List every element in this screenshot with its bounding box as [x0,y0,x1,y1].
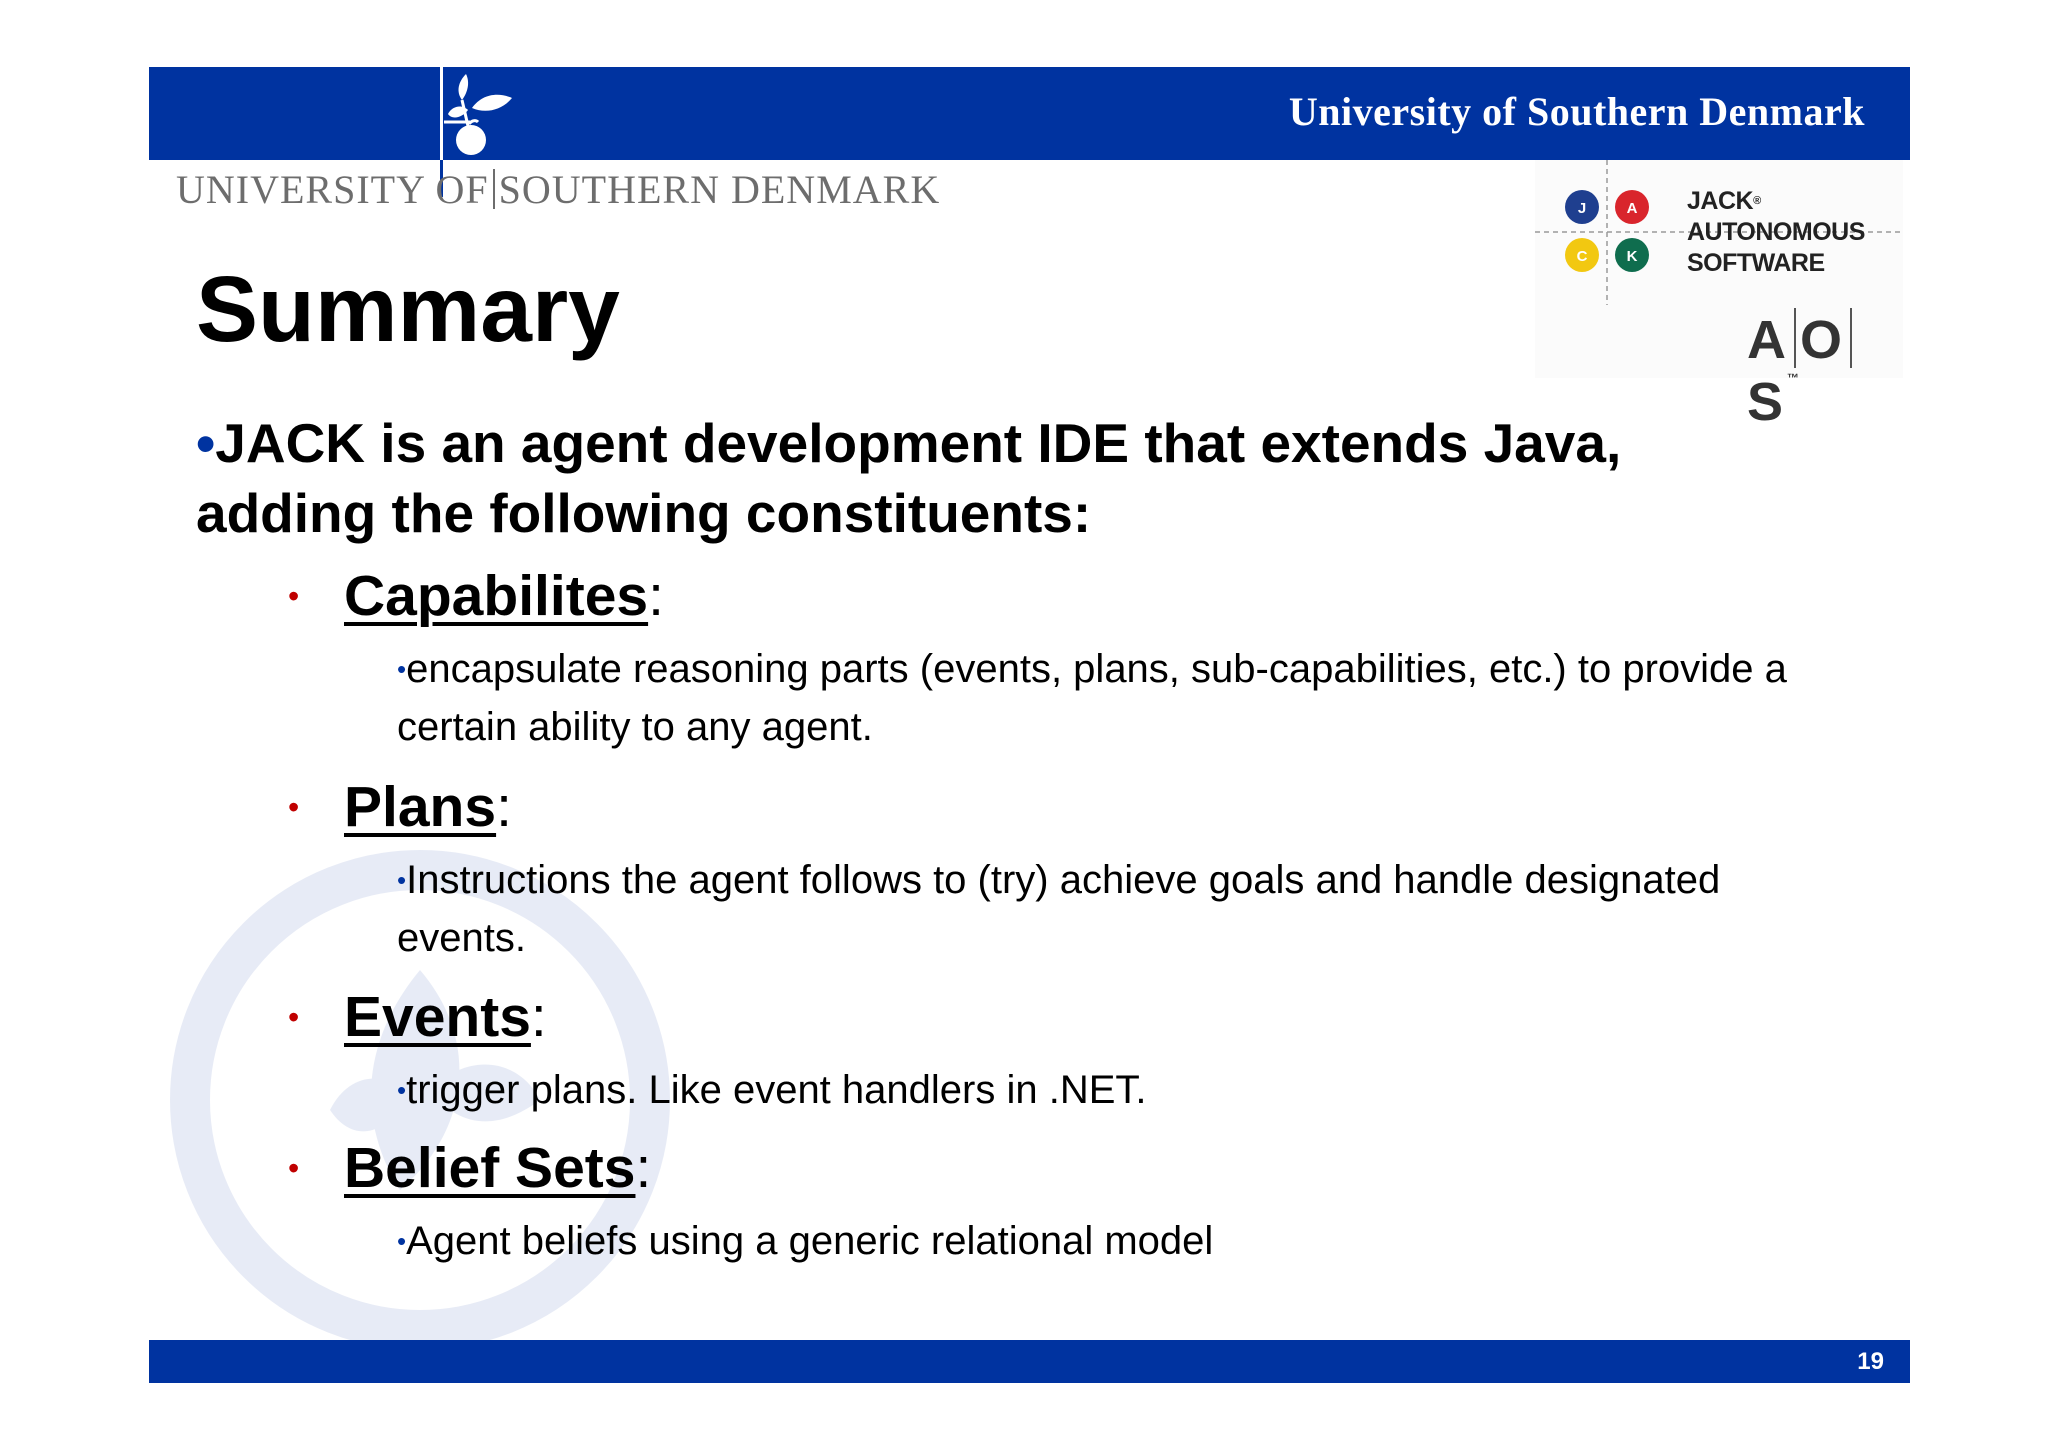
section-label: Events [344,985,531,1049]
jack-logo-text [1687,186,1865,279]
wordmark-left: UNIVERSITY OF [176,167,489,212]
sub-bullet: • [397,1075,407,1105]
intro-paragraph [196,408,1756,548]
university-tree-logo-icon [436,64,526,160]
aos-logo [1747,308,1903,433]
section-colon: : [496,775,512,839]
footer-band [149,1340,1910,1383]
sub-bullet: • [397,865,407,895]
jack-circle-j-letter: J [1577,200,1587,217]
university-wordmark [176,166,940,210]
section-label: Plans [344,775,497,839]
section-bullet: • [288,789,300,825]
jack-trademark: ® [1753,195,1761,207]
section-description-capabilities [397,640,1787,756]
header-university-name: University of Southern Denmark [1288,89,1865,134]
aos-letter-s: S [1747,372,1788,432]
sub-bullet: • [397,1226,407,1256]
section-heading-plans [288,775,512,839]
jack-circle-a-letter: A [1626,200,1638,217]
aos-separator-2 [1850,308,1852,368]
section-label: Belief Sets [344,1136,636,1200]
section-bullet: • [288,578,300,614]
aos-letter-o: O [1800,310,1847,370]
section-colon: : [635,1136,652,1200]
wordmark-separator [493,169,495,209]
section-description-text: Agent beliefs using a generic relational model [406,1219,1214,1263]
section-description-belief-sets [397,1212,1787,1270]
section-description-events [397,1061,1787,1119]
section-heading-events [288,985,547,1049]
section-heading-capabilities [288,564,664,628]
slide-title: Summary [196,257,620,361]
sub-bullet: • [397,654,407,684]
jack-circle-k-letter: K [1626,248,1638,265]
aos-separator-1 [1794,308,1796,368]
jack-circle-c-letter: C [1576,248,1588,265]
jack-logo-line-3: SOFTWARE [1687,249,1825,277]
intro-text: JACK is an agent development IDE that extends Java, adding the following constituents: [196,412,1622,544]
section-description-plans [397,851,1787,967]
wordmark-right: SOUTHERN DENMARK [498,167,941,212]
intro-bullet: • [196,412,216,474]
section-bullet: • [288,1150,300,1186]
jack-autonomous-software-logo [1535,160,1903,432]
section-colon: : [530,985,547,1049]
jack-logo-line-1: JACK [1687,187,1754,215]
jack-logo-line-2: AUTONOMOUS [1687,218,1865,246]
section-colon: : [648,564,664,628]
section-label: Capabilites [344,564,649,628]
section-description-text: encapsulate reasoning parts (events, plans, sub-capabilities, etc.) to provide a certain ability to any agent. [397,647,1787,749]
page-number: 19 [1857,1348,1884,1375]
aos-trademark: ™ [1787,371,1804,385]
section-heading-belief-sets [288,1136,652,1200]
section-description-text: Instructions the agent follows to (try) achieve goals and handle designated events. [397,858,1721,960]
aos-letter-a: A [1747,310,1790,370]
section-description-text: trigger plans. Like event handlers in .NET. [406,1068,1147,1112]
section-bullet: • [288,999,300,1035]
